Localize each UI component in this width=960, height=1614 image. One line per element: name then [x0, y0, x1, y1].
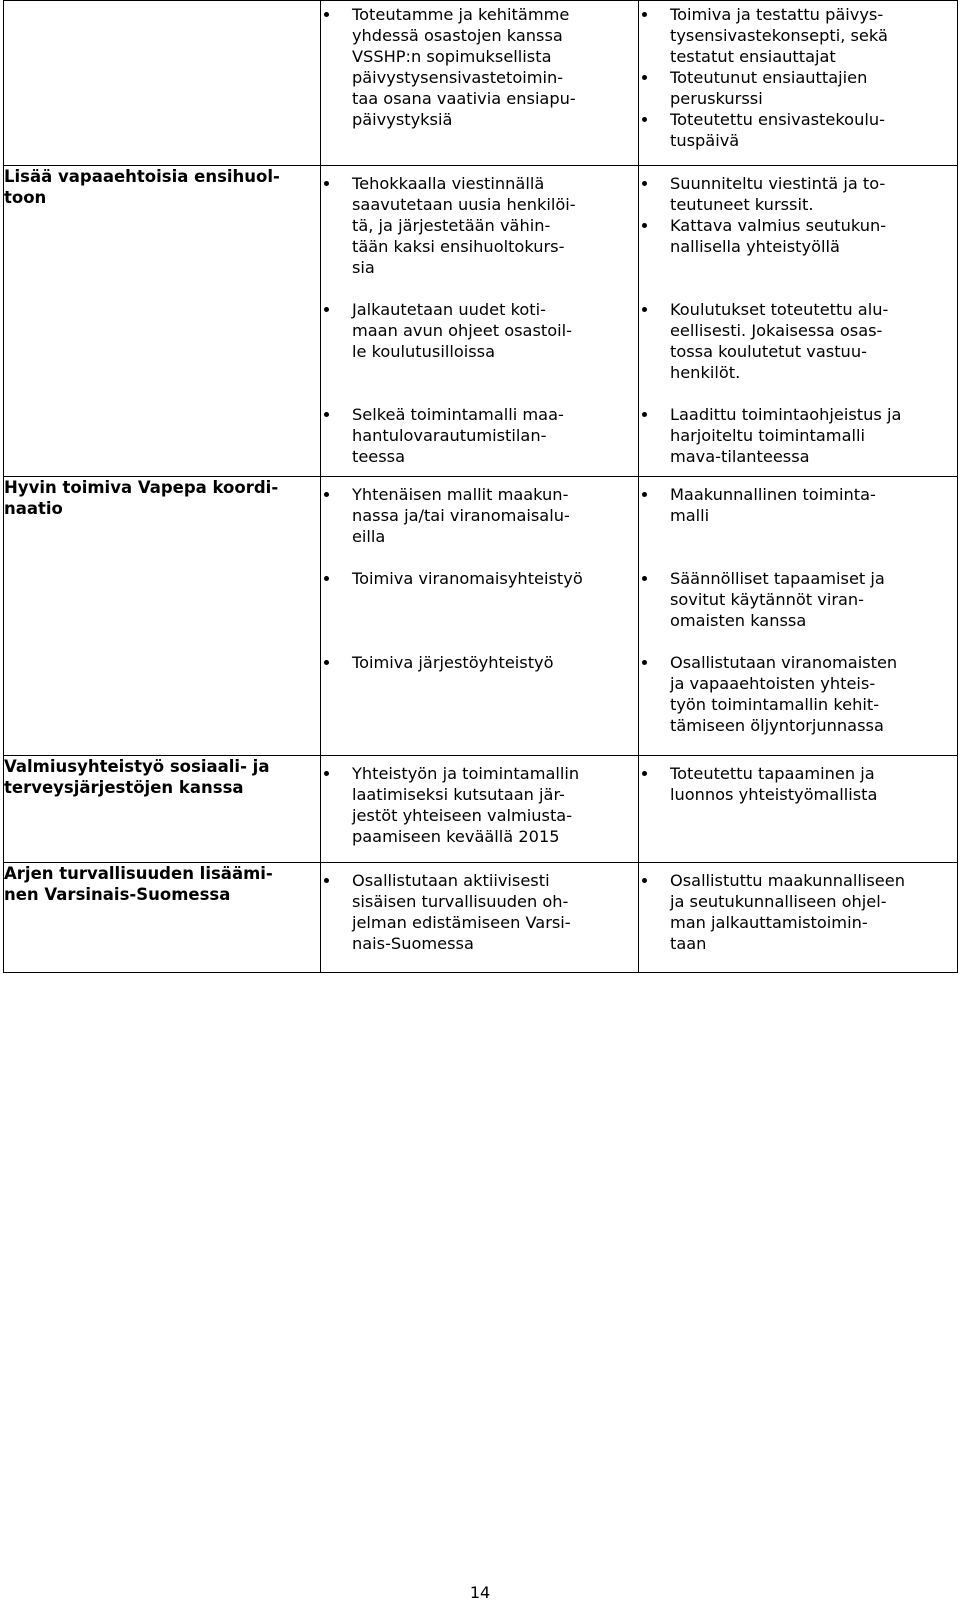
text-line: Toimiva ja testattu päivys- — [669, 5, 884, 24]
text-line: tämiseen öljyntorjunnassa — [669, 716, 884, 735]
text-line: sovitut käytännöt viran- — [669, 590, 865, 609]
goal-line: Arjen turvallisuuden lisäämi- — [4, 864, 273, 883]
text-line: VSSHP:n sopimuksellista — [351, 47, 552, 66]
text-line: saavutetaan uusia henkilöi- — [351, 195, 576, 214]
result-item — [639, 870, 957, 954]
text-line: Toteutunut ensiauttajien — [669, 68, 868, 87]
action-item — [321, 173, 638, 278]
text-line: Toteutettu ensivastekoulu- — [669, 110, 885, 129]
result-item — [639, 4, 957, 67]
results-cell — [638, 1, 957, 166]
text-line: le koulutusilloissa — [351, 342, 496, 361]
goal-cell — [4, 756, 321, 863]
result-item — [639, 173, 957, 215]
text-line: malli — [669, 506, 710, 525]
text-line: hantulovarautumistilan- — [351, 426, 547, 445]
text-line: yhdessä osastojen kanssa — [351, 26, 563, 45]
goal-line: Hyvin toimiva Vapepa koordi- — [4, 478, 279, 497]
text-line: Osallistutaan viranomaisten — [669, 653, 898, 672]
goal-line: terveysjärjestöjen kanssa — [4, 778, 244, 797]
page-number: 14 — [469, 1583, 491, 1602]
text-line: jelman edistämiseen Varsi- — [351, 913, 571, 932]
goal-cell — [4, 477, 321, 756]
text-line: Jalkautetaan uudet koti- — [351, 300, 546, 319]
goal-cell — [4, 1, 321, 166]
text-line: ja vapaaehtoisten yhteis- — [669, 674, 876, 693]
text-line: päivystysensivastetoimin- — [351, 68, 564, 87]
text-line: luonnos yhteistyömallista — [669, 785, 878, 804]
text-line: peruskurssi — [669, 89, 763, 108]
text-line: sisäisen turvallisuuden oh- — [351, 892, 569, 911]
text-line: päivystyksiä — [351, 110, 453, 129]
goal-line: Lisää vapaaehtoisia ensihuol- — [4, 167, 280, 186]
text-line: Toteutamme ja kehitämme — [351, 5, 570, 24]
result-item — [639, 763, 957, 805]
table-row — [4, 863, 958, 973]
goal-line: Valmiusyhteistyö sosiaali- ja — [4, 757, 270, 776]
text-line: eilla — [351, 527, 386, 546]
result-item — [639, 299, 957, 383]
text-line: työn toimintamallin kehit- — [669, 695, 880, 714]
actions-cell — [320, 863, 638, 973]
text-line: mava-tilanteessa — [669, 447, 810, 466]
text-line: tuspäivä — [669, 131, 740, 150]
action-item — [321, 870, 638, 954]
text-line: taa osana vaativia ensiapu- — [351, 89, 576, 108]
text-line: Maakunnallinen toiminta- — [669, 485, 876, 504]
actions-cell — [320, 1, 638, 166]
text-line: paamiseen keväällä 2015 — [351, 827, 560, 846]
result-item — [639, 67, 957, 109]
text-line: Laadittu toimintaohjeistus ja — [669, 405, 902, 424]
goal-line: toon — [4, 188, 47, 207]
text-line: tysensivastekonsepti, sekä — [669, 26, 888, 45]
action-item — [321, 299, 638, 362]
text-line: nassa ja/tai viranomaisalu- — [351, 506, 570, 525]
text-line: Toimiva järjestöyhteistyö — [351, 653, 554, 672]
text-line: tään kaksi ensihuoltokurs- — [351, 237, 565, 256]
action-item — [321, 404, 638, 467]
text-line: Säännölliset tapaamiset ja — [669, 569, 885, 588]
text-line: tossa koulutetut vastuu- — [669, 342, 867, 361]
text-line: eellisesti. Jokaisessa osas- — [669, 321, 883, 340]
text-line: omaisten kanssa — [669, 611, 807, 630]
text-line: Toimiva viranomaisyhteistyö — [351, 569, 583, 588]
goal-cell — [4, 166, 321, 477]
results-cell — [638, 756, 957, 863]
plan-table — [3, 0, 958, 973]
text-line: harjoiteltu toimintamalli — [669, 426, 865, 445]
table-row — [4, 1, 958, 166]
text-line: Toteutettu tapaaminen ja — [669, 764, 875, 783]
text-line: nais-Suomessa — [351, 934, 474, 953]
table-row — [4, 166, 958, 477]
table-row — [4, 756, 958, 863]
result-item — [639, 109, 957, 151]
text-line: Kattava valmius seutukun- — [669, 216, 887, 235]
actions-cell — [320, 477, 638, 756]
text-line: teessa — [351, 447, 406, 466]
action-item — [321, 4, 638, 130]
action-item — [321, 568, 638, 589]
text-line: jestöt yhteiseen valmiusta- — [351, 806, 573, 825]
text-line: ja seutukunnalliseen ohjel- — [669, 892, 887, 911]
results-cell — [638, 477, 957, 756]
text-line: Koulutukset toteutettu alu- — [669, 300, 889, 319]
text-line: Selkeä toimintamalli maa- — [351, 405, 564, 424]
text-line: Osallistuttu maakunnalliseen — [669, 871, 905, 890]
text-line: Suunniteltu viestintä ja to- — [669, 174, 886, 193]
actions-cell — [320, 756, 638, 863]
text-line: tä, ja järjestetään vähin- — [351, 216, 551, 235]
text-line: man jalkauttamistoimin- — [669, 913, 868, 932]
action-item — [321, 652, 638, 673]
result-item — [639, 215, 957, 257]
action-item — [321, 763, 638, 847]
action-item — [321, 484, 638, 547]
text-line: Yhtenäisen mallit maakun- — [351, 485, 569, 504]
results-cell — [638, 863, 957, 973]
actions-cell — [320, 166, 638, 477]
goal-line: naatio — [4, 499, 63, 518]
text-line: teutuneet kurssit. — [669, 195, 814, 214]
text-line: testatut ensiauttajat — [669, 47, 836, 66]
goal-cell — [4, 863, 321, 973]
text-line: Tehokkaalla viestinnällä — [351, 174, 545, 193]
result-item — [639, 484, 957, 526]
result-item — [639, 404, 957, 467]
goal-line: nen Varsinais-Suomessa — [4, 885, 231, 904]
text-line: maan avun ohjeet osastoil- — [351, 321, 572, 340]
text-line: Yhteistyön ja toimintamallin — [351, 764, 580, 783]
text-line: Osallistutaan aktiivisesti — [351, 871, 550, 890]
text-line: henkilöt. — [669, 363, 741, 382]
table-row — [4, 477, 958, 756]
text-line: taan — [669, 934, 707, 953]
result-item — [639, 568, 957, 631]
text-line: sia — [351, 258, 375, 277]
result-item — [639, 652, 957, 736]
text-line: nallisella yhteistyöllä — [669, 237, 840, 256]
results-cell — [638, 166, 957, 477]
text-line: laatimiseksi kutsutaan jär- — [351, 785, 565, 804]
